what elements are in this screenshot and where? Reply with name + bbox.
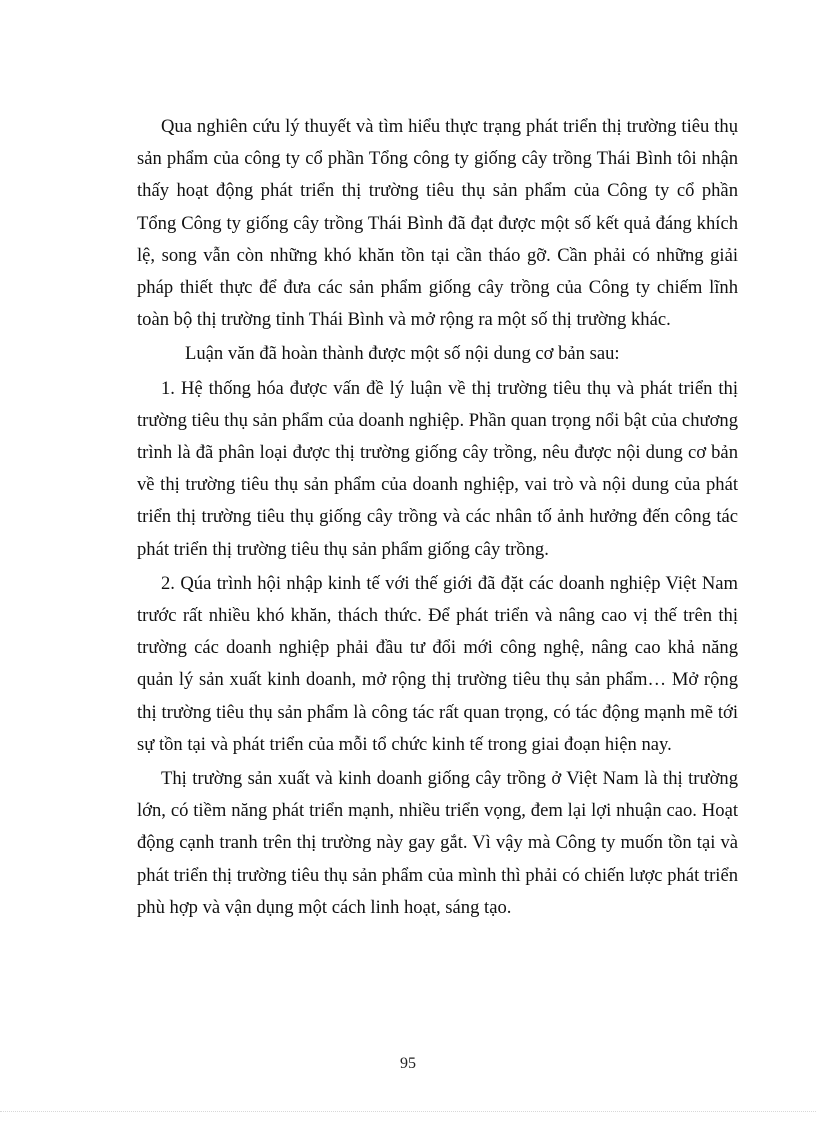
- paragraph-intro-list: Luận văn đã hoàn thành được một số nội dung cơ bản sau:: [185, 343, 620, 365]
- paragraph-item-1: 1. Hệ thống hóa được vấn đề lý luận về thị trường tiêu thụ và phát triển thị trường tiêu thụ sản phẩm của doanh nghiệp. Phần quan trọng nổi bật của chương trình là đã phân loại được thị trường giống cây trồng, nêu được nội dung cơ bản về thị trường tiêu thụ sản phẩm của doanh nghiệp, vai trò và nội dung của phát triển thị trường tiêu thụ giống cây trồng và các nhân tố ảnh hưởng đến công tác phát triển thị trường tiêu thụ sản phẩm giống cây trồng.: [137, 377, 738, 560]
- bottom-divider: [0, 1111, 816, 1112]
- paragraph-item-2: 2. Qúa trình hội nhập kinh tế với thế giới đã đặt các doanh nghiệp Việt Nam trước rất nhiều khó khăn, thách thức. Để phát triển và nâng cao vị thế trên thị trường các doanh nghiệp phải đầu tư đổi mới công nghệ, nâng cao khả năng quản lý sản xuất kinh doanh, mở rộng thị trường tiêu thụ sản phẩm… Mở rộng thị trường tiêu thụ sản phẩm là công tác rất quan trọng, có tác động mạnh mẽ tới sự tồn tại và phát triển của mỗi tổ chức kinh tế trong giai đoạn hiện nay.: [137, 572, 738, 755]
- page-number: 95: [400, 1055, 416, 1072]
- paragraph-summary: Qua nghiên cứu lý thuyết và tìm hiểu thực trạng phát triển thị trường tiêu thụ sản phẩm của công ty cổ phần Tổng công ty giống cây trồng Thái Bình tôi nhận thấy hoạt động phát triển thị trường tiêu thụ sản phẩm của Công ty cổ phần Tổng Công ty giống cây trồng Thái Bình đã đạt được một số kết quả đáng khích lệ, song vẫn còn những khó khăn tồn tại cần tháo gỡ. Cần phải có những giải pháp thiết thực để đưa các sản phẩm giống cây trồng của Công ty chiếm lĩnh toàn bộ thị trường tỉnh Thái Bình và mở rộng ra một số thị trường khác.: [137, 116, 738, 331]
- paragraph-conclusion: Thị trường sản xuất và kinh doanh giống cây trồng ở Việt Nam là thị trường lớn, có tiềm năng phát triển mạnh, nhiều triển vọng, đem lại lợi nhuận cao. Hoạt động cạnh tranh trên thị trường này gay gắt. Vì vậy mà Công ty muốn tồn tại và phát triển thị trường tiêu thụ sản phẩm của mình thì phải có chiến lược phát triển phù hợp và vận dụng một cách linh hoạt, sáng tạo.: [137, 768, 738, 918]
- body-text: [137, 111, 738, 924]
